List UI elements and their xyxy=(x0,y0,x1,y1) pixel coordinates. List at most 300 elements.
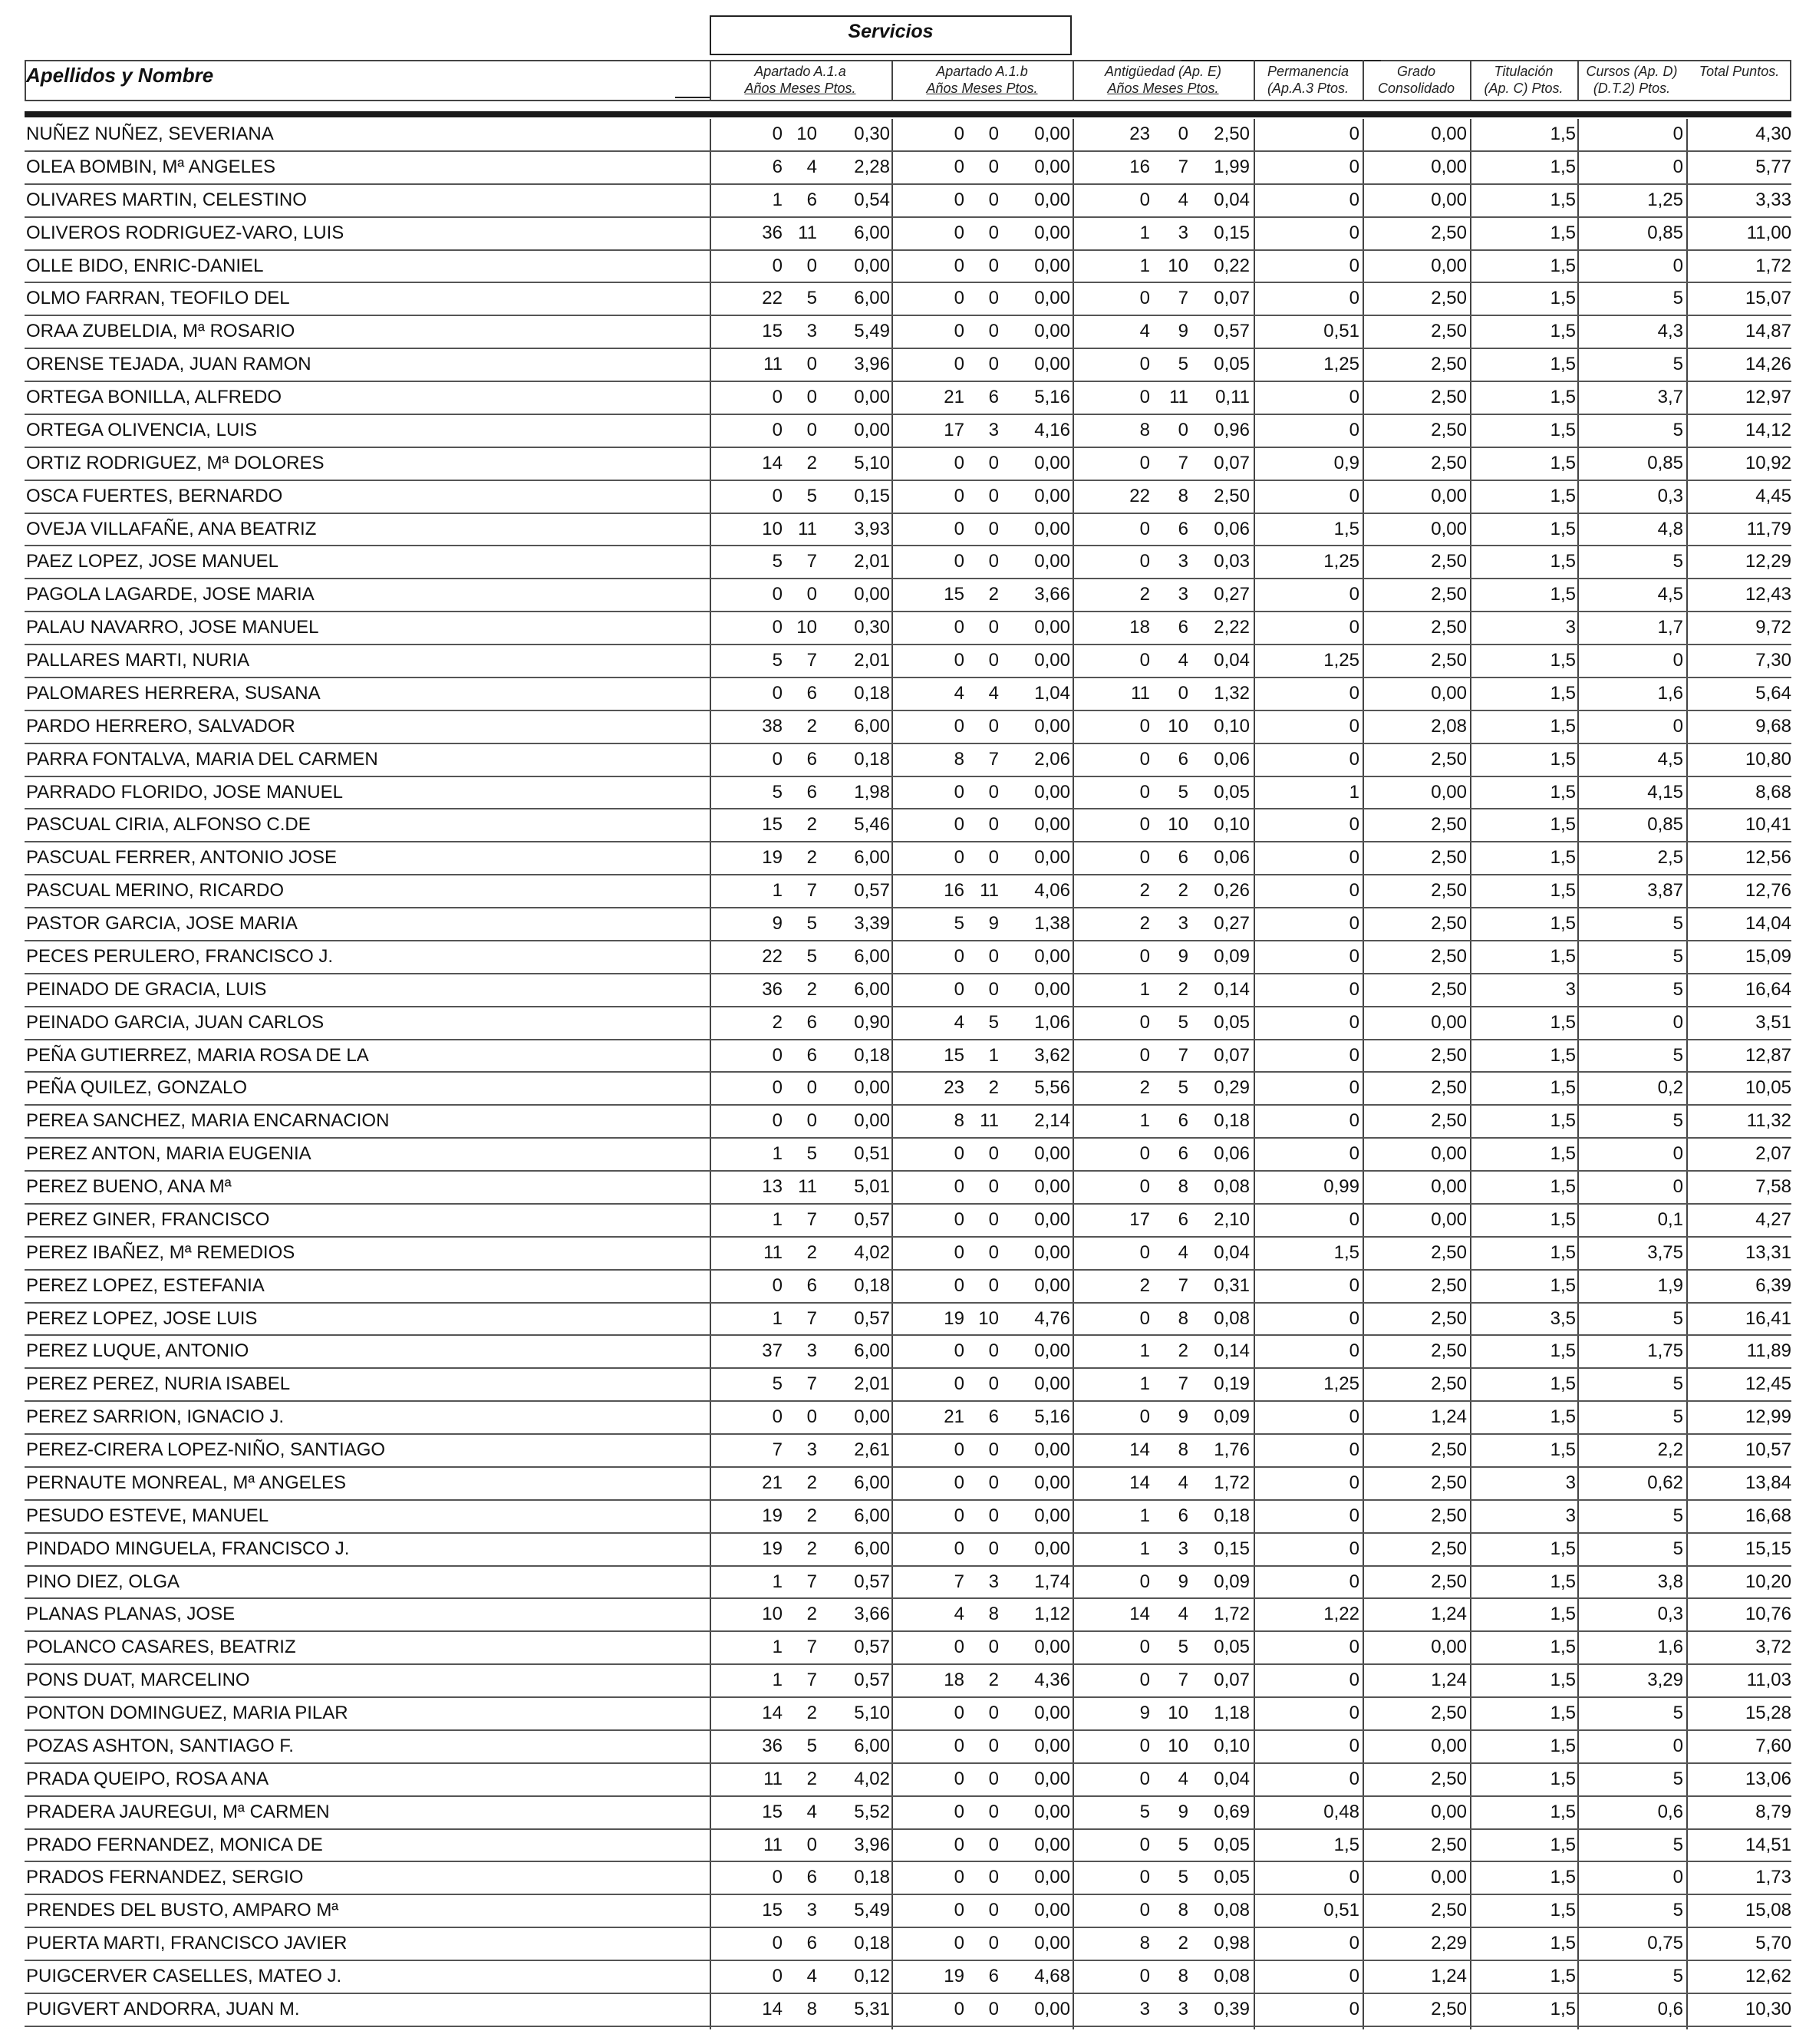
cell-titulacion: 1,5 xyxy=(1550,1571,1576,1592)
cell-total: 4,27 xyxy=(1755,1208,1791,1230)
cell-a1b-years: 0 xyxy=(954,781,964,803)
cell-cursos: 0,6 xyxy=(1657,1801,1683,1822)
cell-a1b-points: 1,38 xyxy=(1034,913,1070,934)
header-cursos-sub: (D.T.2) Ptos. xyxy=(1593,81,1671,96)
table-row xyxy=(25,1007,1791,1040)
cell-antiguedad-points: 1,76 xyxy=(1214,1439,1250,1460)
cell-a1b-months: 0 xyxy=(988,452,999,473)
cell-cursos: 1,6 xyxy=(1657,1637,1683,1658)
cell-a1a-points: 6,00 xyxy=(854,945,890,967)
cell-cursos: 0 xyxy=(1672,1735,1683,1756)
cell-a1b-points: 4,06 xyxy=(1034,880,1070,902)
cell-a1b-months: 0 xyxy=(988,1703,999,1723)
cell-a1a-years: 15 xyxy=(762,321,783,342)
cell-permanencia: 0 xyxy=(1349,1867,1359,1888)
cell-titulacion: 3 xyxy=(1565,617,1576,638)
cell-permanencia: 0 xyxy=(1349,1143,1359,1165)
cell-a1b-years: 21 xyxy=(944,1406,964,1428)
cell-titulacion: 1,5 xyxy=(1550,452,1576,473)
cell-a1a-years: 7 xyxy=(772,1439,783,1460)
cell-a1a-points: 0,00 xyxy=(854,255,890,276)
cell-cursos: 0 xyxy=(1672,1011,1683,1033)
cell-total: 10,57 xyxy=(1745,1439,1791,1460)
cell-antiguedad-years: 0 xyxy=(1139,1571,1150,1592)
cell-a1b-points: 0,00 xyxy=(1034,1472,1070,1493)
cell-cursos: 2,2 xyxy=(1657,1439,1683,1460)
cell-antiguedad-points: 0,10 xyxy=(1214,715,1250,737)
cell-a1b-months: 0 xyxy=(988,617,999,638)
cell-a1a-points: 2,01 xyxy=(854,551,890,572)
cell-total: 11,79 xyxy=(1746,518,1791,539)
cell-a1a-years: 14 xyxy=(762,1703,783,1723)
cell-a1b-years: 0 xyxy=(954,321,964,342)
table-row xyxy=(25,645,1791,678)
cell-antiguedad-months: 0 xyxy=(1178,124,1188,144)
cell-cursos: 5 xyxy=(1672,1966,1683,1986)
cell-a1b-years: 0 xyxy=(954,1801,964,1822)
cell-titulacion: 1,5 xyxy=(1550,814,1576,836)
cell-cursos: 0,1 xyxy=(1657,1208,1683,1230)
cell-a1b-years: 0 xyxy=(954,1373,964,1395)
cell-antiguedad-points: 1,32 xyxy=(1214,682,1250,704)
cell-total: 13,84 xyxy=(1745,1472,1791,1493)
cell-cursos: 4,15 xyxy=(1647,781,1683,803)
cell-a1b-years: 0 xyxy=(954,518,964,539)
cell-titulacion: 1,5 xyxy=(1550,1604,1576,1625)
cell-grado: 0,00 xyxy=(1431,1143,1467,1165)
cell-a1a-points: 3,96 xyxy=(854,1834,890,1855)
cell-a1a-years: 15 xyxy=(762,1900,783,1921)
cell-permanencia: 0 xyxy=(1349,880,1359,902)
cell-cursos: 1,7 xyxy=(1657,617,1683,638)
cell-a1a-months: 7 xyxy=(806,1307,817,1329)
cell-a1a-points: 0,18 xyxy=(854,1933,890,1954)
cell-a1b-years: 0 xyxy=(954,288,964,309)
cell-name: PEREZ LOPEZ, ESTEFANIA xyxy=(26,1274,265,1296)
cell-antiguedad-points: 0,19 xyxy=(1214,1373,1250,1395)
table-row xyxy=(25,1895,1791,1928)
cell-titulacion: 1,5 xyxy=(1550,1274,1576,1296)
cell-cursos: 5 xyxy=(1672,945,1683,967)
cell-antiguedad-points: 0,06 xyxy=(1214,518,1250,539)
cell-antiguedad-points: 1,72 xyxy=(1214,1472,1250,1493)
cell-cursos: 5 xyxy=(1672,551,1683,572)
cell-grado: 2,29 xyxy=(1431,1933,1467,1954)
cell-name: PEREZ PEREZ, NURIA ISABEL xyxy=(26,1373,291,1395)
cell-antiguedad-years: 0 xyxy=(1139,1735,1150,1756)
cell-a1a-months: 0 xyxy=(806,1406,817,1428)
cell-name: PEREZ SARRION, IGNACIO J. xyxy=(26,1406,285,1428)
cell-antiguedad-points: 0,05 xyxy=(1214,1011,1250,1033)
cell-antiguedad-years: 1 xyxy=(1139,1110,1150,1132)
cell-a1b-months: 1 xyxy=(988,1044,999,1066)
cell-antiguedad-points: 0,08 xyxy=(1214,1307,1250,1329)
cell-a1a-points: 5,46 xyxy=(854,814,890,836)
cell-permanencia: 0 xyxy=(1349,682,1359,704)
cell-a1a-years: 0 xyxy=(772,124,783,144)
cell-a1a-years: 0 xyxy=(772,485,783,506)
cell-a1a-years: 21 xyxy=(762,1472,783,1493)
cell-name: PALOMARES HERRERA, SUSANA xyxy=(26,682,321,704)
cell-antiguedad-points: 0,09 xyxy=(1214,945,1250,967)
cell-name: PINDADO MINGUELA, FRANCISCO J. xyxy=(26,1538,350,1559)
cell-antiguedad-months: 6 xyxy=(1178,1208,1188,1230)
cell-cursos: 5 xyxy=(1672,1044,1683,1066)
cell-a1b-years: 0 xyxy=(954,978,964,1000)
cell-grado: 2,50 xyxy=(1431,1373,1467,1395)
cell-a1b-years: 19 xyxy=(944,1966,964,1986)
cell-a1b-points: 0,00 xyxy=(1034,189,1070,210)
cell-antiguedad-years: 14 xyxy=(1129,1604,1150,1625)
cell-a1a-points: 0,12 xyxy=(854,1966,890,1986)
cell-permanencia: 0 xyxy=(1349,1274,1359,1296)
cell-antiguedad-years: 0 xyxy=(1139,1966,1150,1986)
cell-a1a-points: 2,01 xyxy=(854,1373,890,1395)
cell-name: PEREZ GINER, FRANCISCO xyxy=(26,1208,270,1230)
cell-grado: 1,24 xyxy=(1431,1670,1467,1691)
cell-cursos: 5 xyxy=(1672,1110,1683,1132)
cell-a1b-points: 2,06 xyxy=(1034,748,1070,770)
cell-antiguedad-years: 0 xyxy=(1139,781,1150,803)
cell-a1b-points: 0,00 xyxy=(1034,617,1070,638)
cell-a1b-points: 1,12 xyxy=(1034,1604,1070,1625)
cell-permanencia: 0 xyxy=(1349,847,1359,869)
cell-antiguedad-months: 8 xyxy=(1178,1307,1188,1329)
cell-cursos: 1,75 xyxy=(1647,1340,1683,1362)
cell-cursos: 0,3 xyxy=(1657,485,1683,506)
cell-titulacion: 1,5 xyxy=(1550,288,1576,309)
cell-a1b-years: 0 xyxy=(954,485,964,506)
cell-a1a-months: 0 xyxy=(806,1077,817,1099)
header-name-column: Apellidos y Nombre xyxy=(26,64,214,87)
cell-antiguedad-points: 0,09 xyxy=(1214,1406,1250,1428)
cell-cursos: 5 xyxy=(1672,1505,1683,1526)
cell-a1a-months: 6 xyxy=(806,748,817,770)
cell-total: 8,79 xyxy=(1755,1801,1791,1822)
cell-permanencia: 0 xyxy=(1349,715,1359,737)
cell-a1a-months: 11 xyxy=(798,222,817,243)
cell-a1b-points: 4,16 xyxy=(1034,419,1070,440)
cell-permanencia: 0 xyxy=(1349,485,1359,506)
cell-antiguedad-months: 8 xyxy=(1178,1439,1188,1460)
cell-cursos: 5 xyxy=(1672,1406,1683,1428)
cell-name: PARDO HERRERO, SALVADOR xyxy=(26,715,295,737)
cell-grado: 2,50 xyxy=(1431,913,1467,934)
cell-titulacion: 1,5 xyxy=(1550,1735,1576,1756)
cell-a1b-years: 7 xyxy=(954,1571,964,1592)
cell-antiguedad-years: 0 xyxy=(1139,1176,1150,1197)
cell-antiguedad-years: 0 xyxy=(1139,1834,1150,1855)
cell-titulacion: 1,5 xyxy=(1550,847,1576,869)
cell-a1a-months: 2 xyxy=(806,1538,817,1559)
cell-grado: 2,50 xyxy=(1431,978,1467,1000)
cell-name: PASCUAL MERINO, RICARDO xyxy=(26,880,285,902)
cell-name: PUIGCERVER CASELLES, MATEO J. xyxy=(26,1966,342,1986)
cell-a1b-years: 8 xyxy=(954,1110,964,1132)
cell-a1a-years: 11 xyxy=(763,354,783,375)
cell-antiguedad-months: 6 xyxy=(1178,518,1188,539)
header-titulacion-sub: (Ap. C) Ptos. xyxy=(1484,81,1564,96)
cell-permanencia: 0 xyxy=(1349,1933,1359,1954)
cell-name: OVEJA VILLAFAÑE, ANA BEATRIZ xyxy=(26,518,317,539)
cell-antiguedad-months: 0 xyxy=(1178,682,1188,704)
cell-a1a-points: 5,49 xyxy=(854,321,890,342)
cell-antiguedad-months: 3 xyxy=(1178,1538,1188,1559)
cell-a1b-months: 3 xyxy=(988,1571,999,1592)
servicios-heading: Servicios xyxy=(710,15,1072,55)
cell-a1a-points: 3,93 xyxy=(854,518,890,539)
cell-grado: 2,50 xyxy=(1431,847,1467,869)
cell-antiguedad-months: 3 xyxy=(1178,584,1188,605)
cell-antiguedad-years: 3 xyxy=(1139,1998,1150,2019)
cell-a1b-years: 0 xyxy=(954,1208,964,1230)
cell-a1b-months: 0 xyxy=(988,1472,999,1493)
cell-a1a-months: 7 xyxy=(806,650,817,671)
cell-name: PLANAS PLANAS, JOSE xyxy=(26,1604,236,1625)
cell-a1b-months: 0 xyxy=(988,1241,999,1263)
cell-antiguedad-months: 4 xyxy=(1178,1768,1188,1789)
cell-a1a-years: 11 xyxy=(763,1241,783,1263)
cell-a1a-points: 0,18 xyxy=(854,1867,890,1888)
cell-a1b-points: 5,16 xyxy=(1034,1406,1070,1428)
cell-antiguedad-years: 2 xyxy=(1139,880,1150,902)
cell-antiguedad-months: 4 xyxy=(1178,189,1188,210)
cell-a1a-months: 11 xyxy=(798,1176,817,1197)
cell-name: PEÑA GUTIERREZ, MARIA ROSA DE LA xyxy=(26,1044,369,1066)
cell-a1b-points: 0,00 xyxy=(1034,1340,1070,1362)
cell-a1a-months: 3 xyxy=(806,1900,817,1921)
cell-total: 6,39 xyxy=(1755,1274,1791,1296)
cell-cursos: 3,8 xyxy=(1657,1571,1683,1592)
cell-cursos: 4,5 xyxy=(1657,584,1683,605)
cell-a1a-years: 0 xyxy=(772,1406,783,1428)
cell-a1b-points: 0,00 xyxy=(1034,1538,1070,1559)
cell-antiguedad-months: 5 xyxy=(1178,354,1188,375)
cell-a1b-points: 0,00 xyxy=(1034,978,1070,1000)
cell-a1b-months: 0 xyxy=(988,1176,999,1197)
cell-permanencia: 0 xyxy=(1349,1571,1359,1592)
cell-a1a-points: 0,54 xyxy=(854,189,890,210)
cell-titulacion: 1,5 xyxy=(1550,1340,1576,1362)
cell-antiguedad-months: 4 xyxy=(1178,650,1188,671)
cell-grado: 2,50 xyxy=(1431,1998,1467,2019)
cell-name: PRENDES DEL BUSTO, AMPARO Mª xyxy=(26,1900,339,1921)
table-row xyxy=(25,1534,1791,1567)
cell-a1a-points: 0,00 xyxy=(854,387,890,407)
cell-a1b-years: 4 xyxy=(954,1011,964,1033)
cell-a1b-months: 0 xyxy=(988,1998,999,2019)
cell-permanencia: 0 xyxy=(1349,1077,1359,1099)
cell-antiguedad-years: 0 xyxy=(1139,1241,1150,1263)
cell-a1a-points: 3,96 xyxy=(854,354,890,375)
cell-titulacion: 1,5 xyxy=(1550,1966,1576,1986)
cell-a1a-years: 15 xyxy=(762,1801,783,1822)
cell-antiguedad-years: 11 xyxy=(1131,682,1150,704)
cell-a1b-years: 18 xyxy=(944,1670,964,1691)
cell-permanencia: 0 xyxy=(1349,1670,1359,1691)
table-row xyxy=(25,349,1791,382)
cell-permanencia: 0 xyxy=(1349,419,1359,440)
cell-a1b-months: 8 xyxy=(988,1604,999,1625)
cell-a1b-months: 0 xyxy=(988,781,999,803)
cell-antiguedad-points: 0,14 xyxy=(1214,1340,1250,1362)
cell-total: 11,32 xyxy=(1746,1110,1791,1132)
cell-a1b-months: 2 xyxy=(988,1077,999,1099)
cell-a1b-years: 0 xyxy=(954,847,964,869)
cell-a1a-years: 0 xyxy=(772,387,783,407)
cell-antiguedad-points: 0,07 xyxy=(1214,288,1250,309)
table-row xyxy=(25,1862,1791,1895)
cell-total: 12,43 xyxy=(1745,584,1791,605)
cell-a1b-points: 0,00 xyxy=(1034,485,1070,506)
cell-titulacion: 1,5 xyxy=(1550,715,1576,737)
cell-antiguedad-months: 9 xyxy=(1178,1406,1188,1428)
cell-cursos: 3,7 xyxy=(1657,387,1683,407)
cell-name: NUÑEZ NUÑEZ, SEVERIANA xyxy=(26,124,274,144)
cell-a1a-years: 0 xyxy=(772,1867,783,1888)
cell-total: 14,51 xyxy=(1745,1834,1791,1855)
cell-total: 16,41 xyxy=(1745,1307,1791,1329)
cell-antiguedad-months: 8 xyxy=(1178,1966,1188,1986)
cell-name: PUIGVERT ANDORRA, JUAN M. xyxy=(26,1998,300,2019)
cell-permanencia: 0 xyxy=(1349,748,1359,770)
cell-grado: 2,50 xyxy=(1431,1900,1467,1921)
cell-name: PECES PERULERO, FRANCISCO J. xyxy=(26,945,334,967)
cell-antiguedad-months: 7 xyxy=(1178,1373,1188,1395)
cell-antiguedad-points: 0,06 xyxy=(1214,847,1250,869)
cell-a1a-years: 1 xyxy=(772,1307,783,1329)
cell-a1b-months: 3 xyxy=(988,419,999,440)
cell-a1b-points: 1,04 xyxy=(1034,682,1070,704)
table-row xyxy=(25,152,1791,185)
cell-titulacion: 1,5 xyxy=(1550,1768,1576,1789)
cell-a1b-years: 0 xyxy=(954,354,964,375)
cell-a1a-months: 2 xyxy=(806,978,817,1000)
cell-antiguedad-years: 1 xyxy=(1139,1340,1150,1362)
cell-grado: 2,50 xyxy=(1431,1044,1467,1066)
cell-titulacion: 1,5 xyxy=(1550,1998,1576,2019)
cell-a1b-years: 0 xyxy=(954,1439,964,1460)
cell-antiguedad-months: 2 xyxy=(1178,1933,1188,1954)
cell-a1a-years: 0 xyxy=(772,1044,783,1066)
table-row xyxy=(25,448,1791,481)
cell-name: PONTON DOMINGUEZ, MARIA PILAR xyxy=(26,1703,348,1723)
cell-a1b-points: 0,00 xyxy=(1034,1768,1070,1789)
cell-a1b-points: 3,62 xyxy=(1034,1044,1070,1066)
cell-total: 10,05 xyxy=(1745,1077,1791,1099)
cell-cursos: 5 xyxy=(1672,913,1683,934)
cell-a1b-points: 0,00 xyxy=(1034,124,1070,144)
cell-a1b-months: 0 xyxy=(988,978,999,1000)
cell-a1a-years: 0 xyxy=(772,255,783,276)
table-row xyxy=(25,1665,1791,1698)
table-row xyxy=(25,1632,1791,1665)
cell-a1a-years: 19 xyxy=(762,847,783,869)
cell-permanencia: 0 xyxy=(1349,1044,1359,1066)
cell-a1b-months: 0 xyxy=(988,1834,999,1855)
cell-antiguedad-points: 0,27 xyxy=(1214,913,1250,934)
cell-antiguedad-months: 4 xyxy=(1178,1472,1188,1493)
cell-a1a-months: 7 xyxy=(806,880,817,902)
cell-a1a-months: 7 xyxy=(806,1571,817,1592)
cell-antiguedad-years: 4 xyxy=(1139,321,1150,342)
header-divider xyxy=(1073,60,1074,101)
cell-antiguedad-years: 5 xyxy=(1139,1801,1150,1822)
cell-cursos: 0,85 xyxy=(1647,452,1683,473)
cell-a1b-months: 4 xyxy=(988,682,999,704)
cell-permanencia: 1,5 xyxy=(1333,1241,1359,1263)
cell-a1a-points: 6,00 xyxy=(854,1340,890,1362)
cell-antiguedad-years: 1 xyxy=(1139,1505,1150,1526)
cell-a1b-months: 2 xyxy=(988,1670,999,1691)
cell-a1a-months: 2 xyxy=(806,1505,817,1526)
cell-a1a-years: 1 xyxy=(772,1637,783,1658)
cell-a1a-points: 0,18 xyxy=(854,682,890,704)
cell-a1b-months: 0 xyxy=(988,1439,999,1460)
cell-total: 13,06 xyxy=(1745,1768,1791,1789)
cell-grado: 2,50 xyxy=(1431,288,1467,309)
cell-a1a-months: 11 xyxy=(798,518,817,539)
cell-total: 3,33 xyxy=(1755,189,1791,210)
cell-a1a-points: 6,00 xyxy=(854,1538,890,1559)
cell-name: ORTEGA BONILLA, ALFREDO xyxy=(26,387,282,407)
cell-antiguedad-years: 2 xyxy=(1139,584,1150,605)
cell-grado: 2,50 xyxy=(1431,814,1467,836)
cell-a1a-years: 5 xyxy=(772,781,783,803)
cell-a1a-years: 10 xyxy=(762,518,783,539)
cell-antiguedad-years: 2 xyxy=(1139,913,1150,934)
table-row xyxy=(25,1928,1791,1961)
cell-antiguedad-points: 0,31 xyxy=(1214,1274,1250,1296)
cell-name: PINO DIEZ, OLGA xyxy=(26,1571,180,1592)
cell-a1b-months: 0 xyxy=(988,156,999,177)
cell-total: 12,76 xyxy=(1745,880,1791,902)
cell-grado: 2,50 xyxy=(1431,1274,1467,1296)
cell-cursos: 5 xyxy=(1672,1768,1683,1789)
cell-total: 4,30 xyxy=(1755,124,1791,144)
cell-a1b-months: 0 xyxy=(988,321,999,342)
cell-a1b-points: 0,00 xyxy=(1034,222,1070,243)
cell-permanencia: 1,25 xyxy=(1323,551,1359,572)
cell-antiguedad-points: 0,15 xyxy=(1214,222,1250,243)
cell-name: PEREA SANCHEZ, MARIA ENCARNACION xyxy=(26,1110,390,1132)
cell-grado: 2,50 xyxy=(1431,1307,1467,1329)
cell-a1a-points: 0,18 xyxy=(854,1044,890,1066)
cell-a1a-years: 2 xyxy=(772,1011,783,1033)
cell-permanencia: 0 xyxy=(1349,1011,1359,1033)
cell-antiguedad-months: 10 xyxy=(1168,814,1188,836)
cell-a1a-months: 4 xyxy=(806,1801,817,1822)
table-row xyxy=(25,678,1791,711)
cell-permanencia: 0 xyxy=(1349,222,1359,243)
table-row xyxy=(25,1797,1791,1830)
cell-total: 10,20 xyxy=(1745,1571,1791,1592)
cell-cursos: 1,9 xyxy=(1657,1274,1683,1296)
cell-a1a-months: 7 xyxy=(806,1637,817,1658)
cell-antiguedad-years: 1 xyxy=(1139,1373,1150,1395)
cell-a1a-months: 0 xyxy=(806,584,817,605)
cell-cursos: 5 xyxy=(1672,978,1683,1000)
cell-antiguedad-points: 0,08 xyxy=(1214,1900,1250,1921)
cell-name: OLMO FARRAN, TEOFILO DEL xyxy=(26,288,290,309)
cell-a1b-points: 0,00 xyxy=(1034,814,1070,836)
cell-a1b-years: 5 xyxy=(954,913,964,934)
cell-a1b-points: 3,66 xyxy=(1034,584,1070,605)
cell-a1b-years: 0 xyxy=(954,1176,964,1197)
cell-name: PALLARES MARTI, NURIA xyxy=(26,650,250,671)
cell-permanencia: 1,25 xyxy=(1323,650,1359,671)
cell-a1a-points: 2,28 xyxy=(854,156,890,177)
